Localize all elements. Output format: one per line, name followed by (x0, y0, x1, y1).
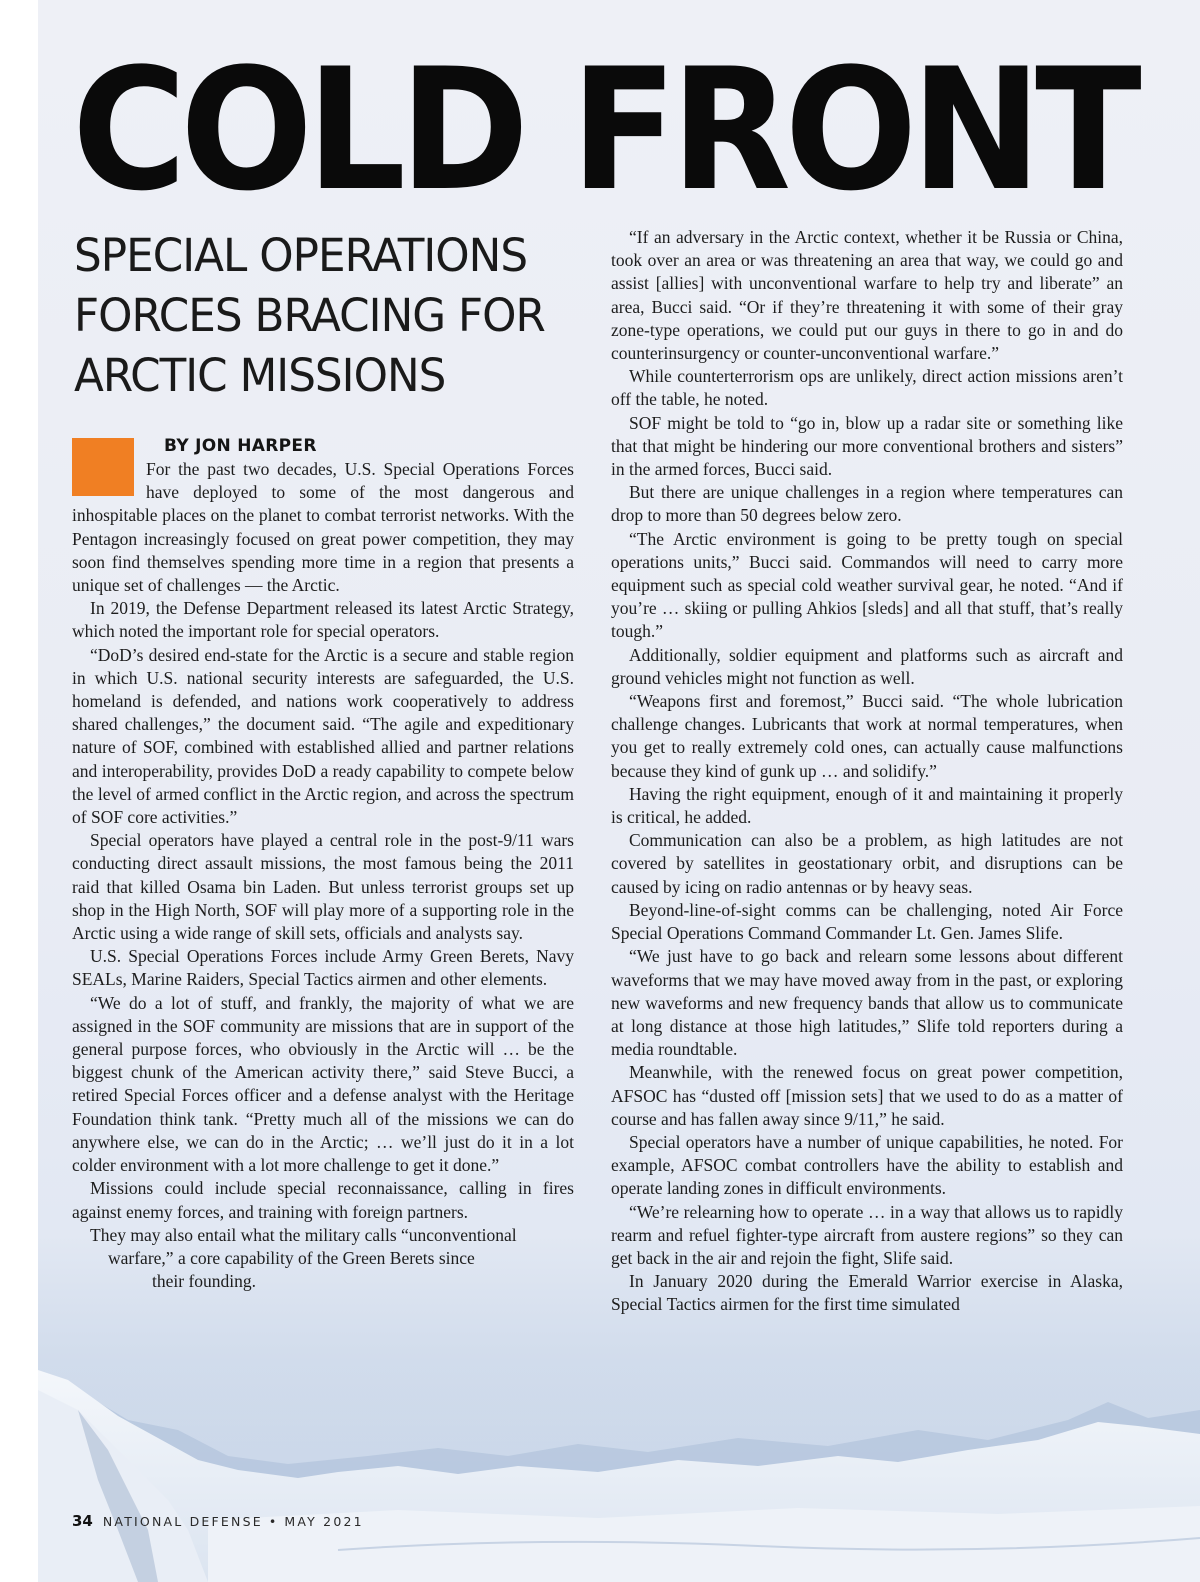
paragraph: Having the right equipment, enough of it and maintaining it properly is critical, he added. (611, 783, 1123, 828)
paragraph: SOF might be told to “go in, blow up a radar site or something like that that might be hindering our more conventional brothers and sisters” in the armed forces, Bucci said. (611, 412, 1123, 480)
paragraph: Additionally, soldier equipment and platforms such as aircraft and ground vehicles might not function as well. (611, 644, 1123, 688)
paragraph: Communication can also be a problem, as high latitudes are not covered by satellites in geostationary orbit, and disruptions can be caused by icing on radio antennas or by heavy seas. (611, 830, 1123, 897)
page-number: 34 (72, 1512, 93, 1530)
paragraph: Missions could include special reconnaissance, calling in fires against enemy forces, and training with foreign partners. (72, 1178, 574, 1222)
paragraph: “If an adversary in the Arctic context, whether it be Russia or China, took over an area or was threatening an area that way, we could go and assist [allies] with unconventional warfare to help try and liberate” an area, Bucci said. “Or if they’re threatening it with some of their gray zone-type operations, we could put our guys in there to go in and do counterinsurgency or counter-unconventional warfare.” (611, 227, 1123, 364)
publication-name: NATIONAL DEFENSE (102, 1514, 263, 1529)
paragraph: “We do a lot of stuff, and frankly, the majority of what we are assigned in the SOF community are missions that are in support of the general purpose forces, who obviously in the Arctic will … be the biggest chunk of the American activity there,” said Steve Bucci, a retired Special Forces officer and a defense analyst with the Heritage Foundation think tank. “Pretty much all of the missions we can do anywhere else, we can do in the Arctic; … we’ll just do it in a lot colder environment with a lot more challenge to get it done.” (72, 992, 574, 1176)
paragraph: “DoD’s desired end-state for the Arctic is a secure and stable region in which U.S. national security interests are safeguarded, the U.S. homeland is defended, and nations work cooperatively to address shared challenges,” the document said. “The agile and expeditionary nature of SOF, combined with established allied and partner relations and interoperability, provides DoD a ready capability to compete below the level of armed conflict in the Arctic region, and across the spectrum of SOF core activities.” (72, 644, 574, 828)
headline: COLD FRONT (72, 32, 1136, 228)
paragraph-line: warfare,” a core capability of the Green Berets since (108, 1247, 475, 1268)
paragraph: “The Arctic environment is going to be pretty tough on special operations units,” Bucci said. Commandos will need to carry more equipment such as special cold weather survival gear, he noted. “And if you’re … skiing or pulling Ahkios [sleds] and all that stuff, that’s really tough.” (611, 528, 1123, 642)
paragraph-line: They may also entail what the military calls “unconventional (90, 1224, 517, 1245)
paragraph: But there are unique challenges in a region where temperatures can drop to more than 50 degrees below zero. (611, 482, 1123, 526)
paragraph: Special operators have a number of unique capabilities, he noted. For example, AFSOC combat controllers have the ability to establish and operate landing zones in difficult environments. (611, 1131, 1123, 1199)
article-column-2 (611, 226, 1123, 1317)
arctic-landscape-image (38, 1360, 1200, 1582)
paragraph-tapered (72, 1224, 574, 1294)
paragraph: Beyond-line-of-sight comms can be challenging, noted Air Force Special Operations Command Commander Lt. Gen. James Slife. (611, 899, 1123, 944)
accent-square (72, 438, 134, 496)
magazine-page (38, 0, 1200, 1582)
footer-separator: • (268, 1514, 279, 1529)
paragraph-line: their founding. (152, 1271, 257, 1292)
paragraph: “We just have to go back and relearn some lessons about different waveforms that we may have moved away from in the past, or exploring new waveforms and new frequency bands that allow us to communicate at long distance at those high latitudes,” Slife told reporters during a media roundtable. (611, 946, 1123, 1060)
article-column-1 (72, 434, 574, 1293)
paragraph: Special operators have played a central role in the post-9/11 wars conducting direct assault missions, the most famous being the 2011 raid that killed Osama bin Laden. But unless terrorist groups set up shop in the High North, SOF will play more of a supporting role in the Arctic using a wide range of skill sets, officials and analysts say. (72, 830, 574, 944)
paragraph: Meanwhile, with the renewed focus on great power competition, AFSOC has “dusted off [mission sets] that we used to do as a matter of course and has fallen away since 9/11,” he said. (611, 1062, 1123, 1129)
paragraph: “We’re relearning how to operate … in a way that allows us to rapidly rearm and refuel fighter-type aircraft from austere regions” so they can get back in the air and rejoin the fight, Slife said. (611, 1201, 1123, 1268)
paragraph: U.S. Special Operations Forces include Army Green Berets, Navy SEALs, Marine Raiders, Special Tactics airmen and other elements. (72, 946, 574, 990)
byline: BY JON HARPER (164, 436, 317, 456)
paragraph: In 2019, the Defense Department released its latest Arctic Strategy, which noted the important role for special operators. (72, 598, 574, 642)
issue-date: MAY 2021 (284, 1514, 364, 1529)
paragraph: While counterterrorism ops are unlikely, direct action missions aren’t off the table, he noted. (611, 366, 1123, 410)
page-gutter (0, 0, 39, 1582)
page-footer (72, 1512, 364, 1530)
paragraph: In January 2020 during the Emerald Warrior exercise in Alaska, Special Tactics airmen for the first time simulated (611, 1271, 1123, 1315)
subheadline: SPECIAL OPERATIONS FORCES BRACING FOR ARCTIC MISSIONS (74, 229, 545, 402)
paragraph: “Weapons first and foremost,” Bucci said. “The whole lubrication challenge changes. Lubricants that work at normal temperatures, when you get to really extremely cold ones, can actually cause malfunctions because they kind of gunk up … and solidify.” (611, 691, 1123, 781)
paragraph: For the past two decades, U.S. Special Operations Forces have deployed to some of the most dangerous and inhospitable places on the planet to combat terrorist networks. With the Pentagon increasingly focused on great power competition, they may soon find themselves spending more time in a region that presents a unique set of challenges — the Arctic. (72, 459, 574, 596)
